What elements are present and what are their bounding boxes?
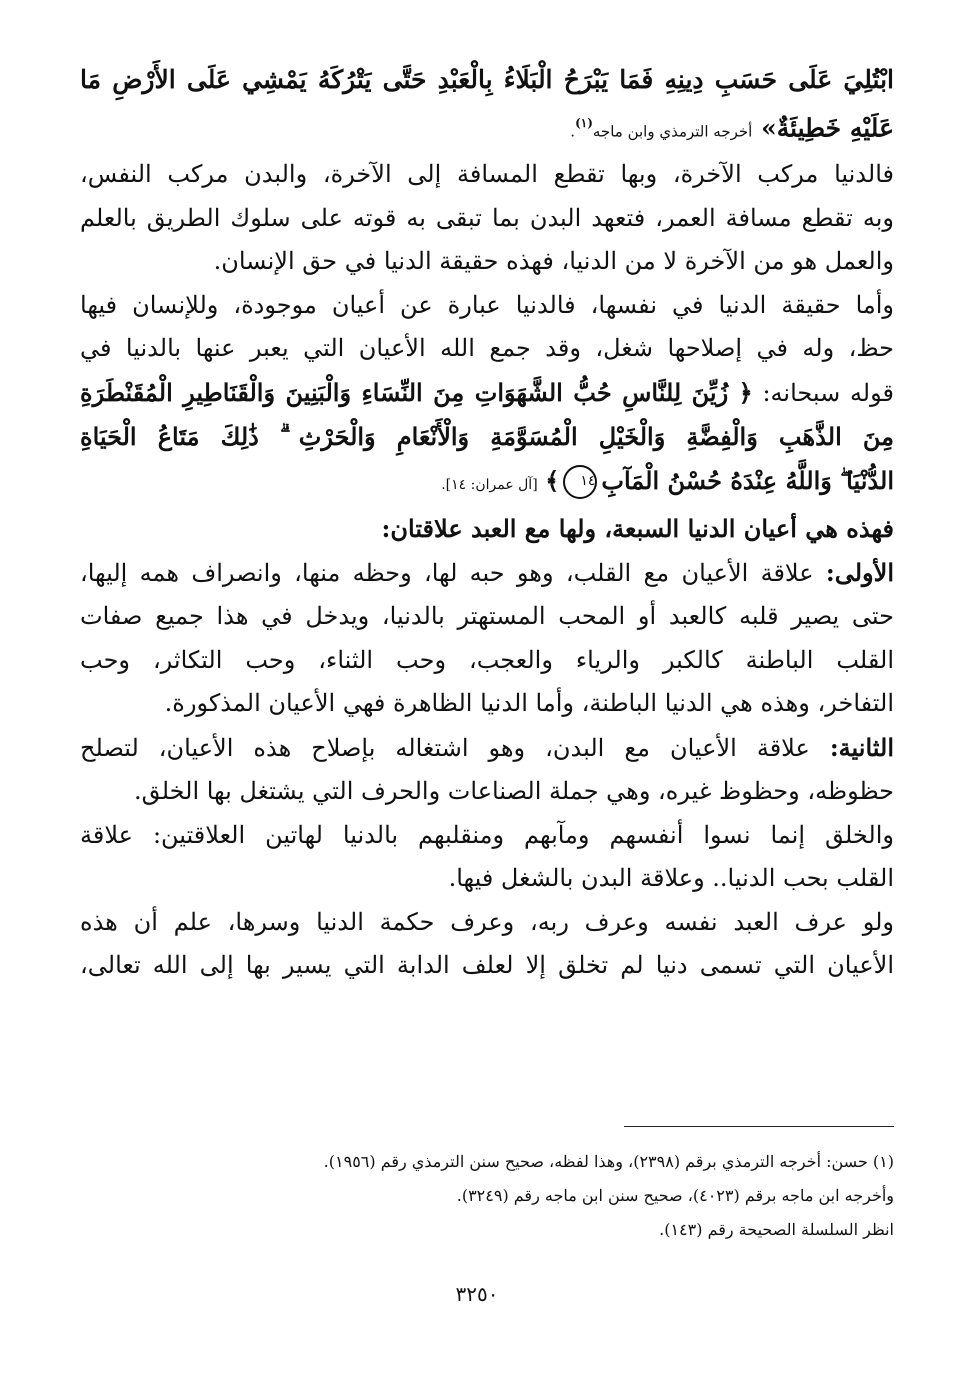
verse-intro: قوله سبحانه: [762, 378, 894, 407]
paragraph-line: التفاخر، وهذه هي الدنيا الباطنة، وأما الدنيا الظاهرة فهي الأعيان المذكورة. [164, 689, 894, 718]
hadith-source: أخرجه الترمذي وابن ماجه [592, 121, 753, 140]
section-heading: فهذه هي أعيان الدنيا السبعة، ولها مع العبد علاقتان: [381, 514, 894, 544]
hadith-line-1: ابْتُلِيَ عَلَى حَسَبِ دِينِهِ فَمَا يَبْرَحُ الْبَلَاءُ بِالْعَبْدِ حَتَّى يَتْرُكَهُ يَمْشِي عَلَى الأَرْضِ مَا [80, 65, 894, 94]
footnote-2: وأخرجه ابن ماجه برقم (٤٠٢٣)، صحيح سنن ابن ماجه رقم (٣٢٤٩). [456, 1186, 894, 1205]
paragraph-line: القلب بحب الدنيا.. وعلاقة البدن بالشغل فيها. [448, 864, 894, 893]
footnote-1: (١) حسن: أخرجه الترمذي برقم (٢٣٩٨)، وهذا لفظه، صحيح سنن الترمذي رقم (١٩٥٦). [323, 1152, 894, 1171]
paragraph-line: وبه تقطع مسافة العمر، فتعهد البدن بما تبقى به قوته على سلوك الطريق بالعلم [80, 203, 894, 232]
hadith-tail: . [570, 121, 576, 140]
paragraph-line: حظ، وله في إصلاحها شغل، وقد جمع الله الأعيان التي يعبر عنها بالدنيا في [80, 334, 894, 363]
ayah-number-marker: ١٤ [563, 465, 597, 499]
verse-line-1 [80, 371, 894, 416]
paragraph-line: والعمل هو من الآخرة لا من الدنيا، فهذه حقيقة الدنيا في حق الإنسان. [213, 247, 894, 276]
second-relation-text: علاقة الأعيان مع البدن، وهو اشتغاله بإصلاح هذه الأعيان، لتصلح [80, 733, 810, 762]
verse-line-2: مِنَ الذَّهَبِ وَالْفِضَّةِ وَالْخَيْلِ الْمُسَوَّمَةِ وَالْأَنْعَامِ وَالْحَرْثِ ۗ ذَٰلِكَ مَتَاعُ الْحَيَاةِ [80, 422, 894, 452]
footnote-3: انظر السلسلة الصحيحة رقم (١٤٣). [659, 1220, 894, 1239]
second-relation-line [80, 726, 894, 771]
quran-verse: ﴿ زُيِّنَ لِلنَّاسِ حُبُّ الشَّهَوَاتِ مِنَ النِّسَاءِ وَالْبَنِينَ وَالْقَنَاطِيرِ الْمُقَنْطَرَةِ [80, 377, 753, 407]
quran-verse-end: الدُّنْيَا ۖ وَاللَّهُ عِنْدَهُ حُسْنُ الْمَآبِ [601, 465, 894, 495]
first-relation-text: علاقة الأعيان مع القلب، وهو حبه لها، وحظه منها، وانصراف همه إليها، [80, 558, 814, 587]
footnote-marker: (١) [575, 115, 593, 130]
paragraph-line: حتى يصير قلبه كالعبد أو المحب المستهتر بالدنيا، ويدخل في هذا جميع صفات [80, 602, 894, 631]
verse-line-3 [80, 459, 894, 508]
hadith-ending: عَلَيْهِ خَطِيئَةٌ» [761, 112, 894, 142]
paragraph-line: حظوظه، وحظوظ غيره، وهي جملة الصناعات والحرف التي يشتغل بها الخلق. [134, 777, 894, 806]
paragraph-line: ولو عرف العبد نفسه وعرف ربه، وعرف حكمة الدنيا وسرها، علم أن هذه [80, 907, 894, 936]
verse-close-bracket: ﴾ [545, 465, 560, 495]
paragraph-line: وأما حقيقة الدنيا في نفسها، فالدنيا عبارة عن أعيان موجودة، وللإنسان فيها [80, 290, 894, 319]
paragraph-line: والخلق إنما نسوا أنفسهم ومآبهم ومنقلبهم بالدنيا لهاتين العلاقتين: علاقة [80, 820, 894, 849]
first-relation-line [80, 551, 894, 596]
verse-reference: [آل عمران: ١٤]. [441, 476, 538, 493]
hadith-line-2 [80, 102, 894, 154]
main-text [80, 58, 894, 988]
paragraph-line: القلب الباطنة كالكبر والرياء والعجب، وحب الثناء، وحب التكاثر، وحب [80, 645, 894, 674]
footnote-separator [624, 1126, 894, 1127]
footnotes [80, 1145, 894, 1247]
page-number: ٣٢٥٠ [455, 1282, 499, 1306]
second-relation-label: الثانية: [829, 732, 894, 762]
paragraph-line: الأعيان التي تسمى دنيا لم تخلق إلا لعلف الدابة التي يسير بها إلى الله تعالى، [80, 951, 894, 980]
paragraph-line: فالدنيا مركب الآخرة، وبها تقطع المسافة إلى الآخرة، والبدن مركب النفس، [80, 160, 894, 189]
first-relation-label: الأولى: [825, 557, 894, 587]
